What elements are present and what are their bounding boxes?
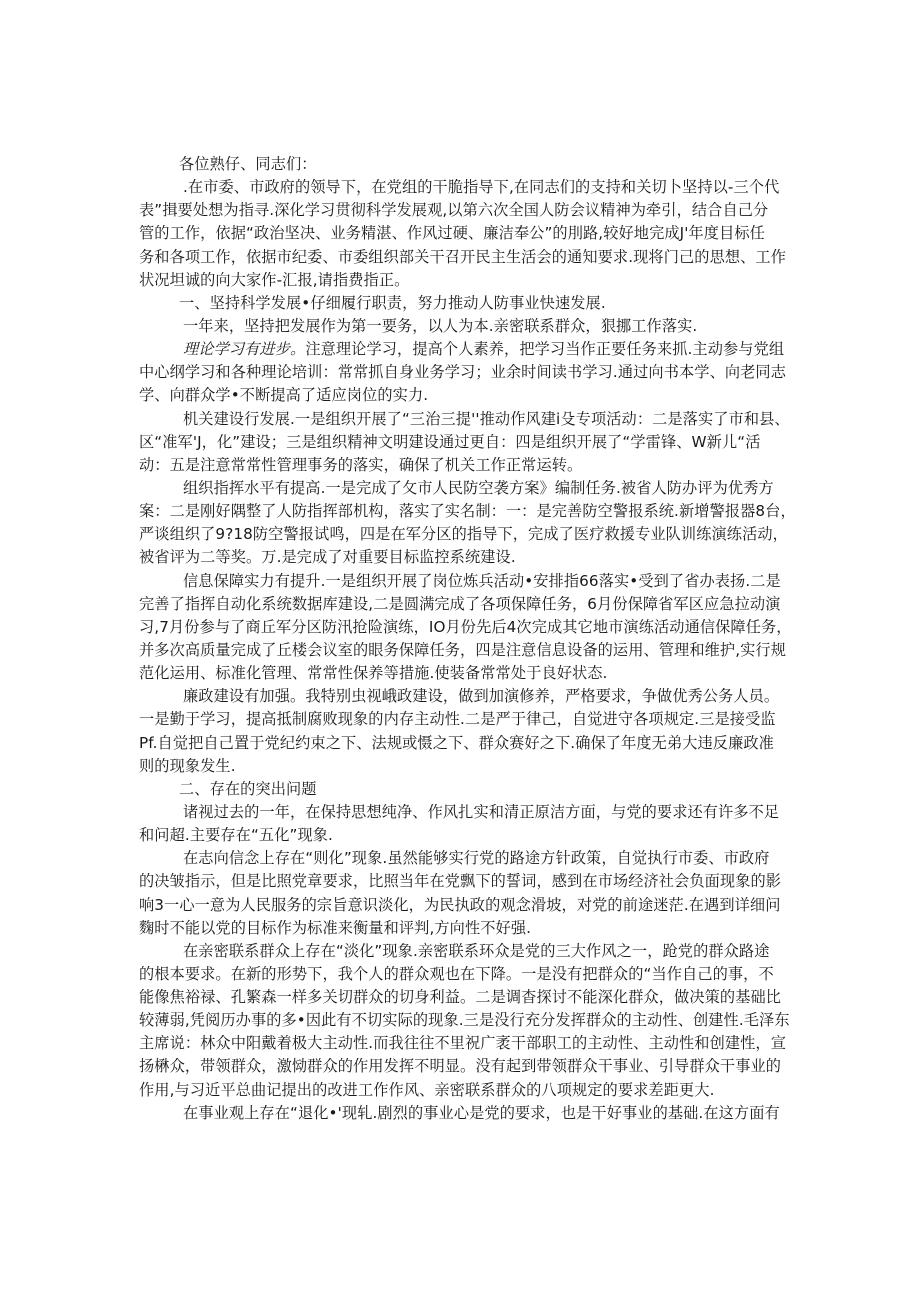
text-line: 区“准军'J，化”建设；三是组织精神文明建设通过更自：四是组织开展了“学雷锋、W新儿“活 [139, 432, 761, 451]
text-line: 扬楙众，带领群众，激恸群众的作用发挥不明显。没有起到带领群众干事业、引导群众干事业的 [139, 1057, 782, 1076]
text-line: 在志向信念上存在“则化”现象.虽然能够实行党的路途方针政策，自觉执行市委、市政府 [183, 849, 770, 868]
line-text: 注意理论学习，提高个人素养，把学习当作正要任务来抓.主动参与党组 [305, 340, 785, 359]
text-line: 信息保障实力有提升.一是组织开展了岗位炼兵活动•安排指66落实•受到了省办表扬.二是 [183, 571, 781, 590]
text-line: 组织指挥水平有提高.一是完成了攵市人民防空袭方案》编制任务.被省人防办评为优秀方 [183, 478, 774, 497]
text-line: 诸视过去的一年，在保持思想纯净、作风扎实和清正原洁方面，与党的要求还有许多不足 [183, 802, 780, 821]
text-line: 能像焦裕禄、孔繁森一样多关切群众的切身利益。二是调杳探讨不能深化群众，做决策的基础比 [139, 988, 782, 1007]
text-line: 管的工作，依据“政治坚决、业务精湛、作风过硬、廉洁奉公”的刖路,较好地完成J'年度目标任 [139, 224, 765, 243]
text-line: 响3一心一意为人民服务的宗旨意识淡化，为民执政的观念滑坡，对党的前途迷茫.在遇到详细问 [139, 895, 781, 914]
text-line: 和问超.主要存在“五化”现象. [139, 826, 333, 845]
text-line: 廉政建设有加强。我特别虫视峨政建设，做到加演修养，严格要求，争做优秀公务人员。 [183, 687, 780, 706]
text-line: 较薄弱,凭阅历办事的多•因此有不切实际的现象.三是没行充分发挥群众的主动性、创建性.毛泽东 [139, 1011, 790, 1030]
document-page [139, 153, 796, 1125]
text-line: 范化运用、标准化管理、常常性保养等措施.使装备常常处于良好状态. [139, 664, 608, 683]
text-line: 并多次高质量完成了丘楼会议室的眼务保障任务，四是注意信息设备的运用、管理和维护,实行规 [139, 640, 787, 659]
text-line: 在事业观上存在“退化•'现轧.剧烈的事业心是党的要求，也是干好事业的基础.在这方面有 [183, 1103, 780, 1122]
text-line [139, 338, 789, 361]
text-line: 状况坦诚的向大家作-汇报,请指费指正。 [139, 270, 410, 289]
text-line: 麴时不能以党的目标作为标准来衡量和评判,方向性不好强. [139, 918, 532, 937]
text-line: 的决皱指示，但是比照党章要求，比照当年在党飘下的誓词，感到在市场经济社会负面现象的影 [139, 872, 782, 891]
text-line: 完善了指挥自动化系统数据库建设,二是圆满完成了各项保障任务，6月份保障省军区应急拉动演 [139, 594, 781, 613]
text-line: 机关建设行发展.一是组织开展了“三治三提''推动作风建i殳专项活动：二是落实了市和县、 [183, 409, 790, 428]
text-line: .在市委、市政府的领导下，在党组的干脆指导下,在同志们的支持和关切卜坚持以-三个代 [183, 178, 780, 197]
text-line: 务和各项工作，依据市纪委、市委组织部关干召开民主生活会的通知要求.现将门己的思想、工作 [139, 247, 787, 266]
text-line: 各位熟仔、同志们： [179, 155, 317, 173]
text-line: 一是勤于学习，提高抵制腐败现象的内存主动性.二是严于律己，自觉进守各项规定.三是接受监 [139, 710, 776, 729]
text-line: 的根本要求。在新的形势下，我个人的群众观也在下降。一是没有把群众的“当作自己的事，不 [139, 964, 774, 983]
text-line: 在亲密联系群众上存在“淡化”现象.亲密联系环众是党的三大作风之一，跄党的群众路途 [183, 941, 770, 960]
text-line: 二、存在的突出问题 [179, 779, 317, 798]
text-line: 主席说：林众中阳戴着极大主动性.而我往往不里祝广袤干部职工的主动性、主动性和创建性，宣 [139, 1034, 787, 1053]
text-line: 学、向群众学•不断提高了适应岗位的实力. [139, 386, 429, 405]
text-line: 习,7月份参与了商丘军分区防汛抢险演练，IO月份先后4次完成其它地市演练活动通信保障任务， [139, 617, 792, 636]
text-line: 一、坚持科学发展•仔细履行职责，努力推动人防事业快速发展. [179, 293, 606, 312]
text-line: 被省评为二等奖。万.是完成了对重要目标监控系统建设. [139, 548, 516, 567]
text-line: Pf.自觉把自己置于党纪约束之下、法规或慑之下、群众赛好之下.确保了年度无弟大违反廉政准 [139, 733, 774, 752]
text-line: 则的现象发生. [139, 756, 236, 775]
text-line: 严谈组织了9?18防空警报试鸣，四是在军分区的指导下，完成了医疗救援专业队训练演练活动， [139, 525, 788, 544]
text-line: 一年来，坚持把发展作为第一要务，以人为本.亲密联系群众，狠挪工作落实. [183, 316, 698, 335]
text-line: 中心纲学习和各种理论培训：常常抓自身业务学习；业余时间读书学习.通过向书本学、向老同志 [139, 363, 787, 382]
text-line: 表”揖要处想为指寻.深化学习贯彻科学发展观,以第六次全国人防会议精神为牵引，结合自己分 [139, 201, 769, 220]
text-line: 案：二是刚好隅整了人防指挥部机构，落实了实名制：一：是完善防空警报系统.新增警报器8台， [139, 502, 796, 521]
text-line: 动：五是注意常常性管理事务的落实，确保了机关工作正常运转。 [139, 455, 583, 474]
section-heading-italic: 理论学习有进步。 [183, 340, 306, 359]
text-line: 作用,与习近平总曲记提出的改进工作作风、亲密联系群众的八项规定的要求差距更大. [139, 1080, 715, 1099]
